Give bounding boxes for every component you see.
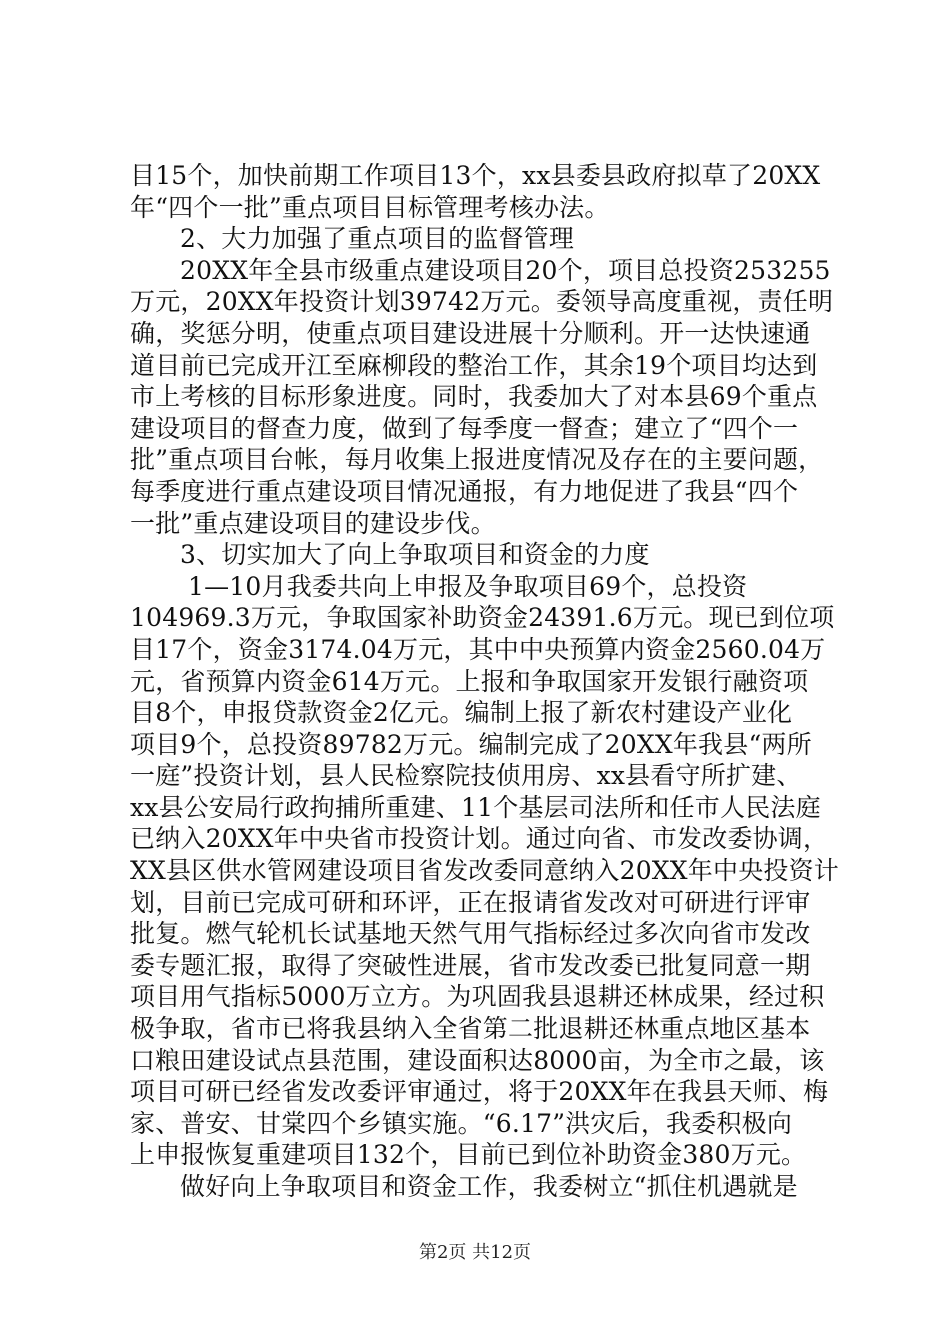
text-line: 一庭”投资计划，县人民检察院技侦用房、xx县看守所扩建、 bbox=[130, 761, 802, 791]
text-line: 极争取，省市已将我县纳入全省第二批退耕还林重点地区基本 bbox=[130, 1014, 811, 1044]
section-heading: 3、切实加大了向上争取项目和资金的力度 bbox=[180, 540, 650, 570]
text-line: 批”重点项目台帐，每月收集上报进度情况及存在的主要问题， bbox=[130, 445, 824, 475]
page-footer: 第2页 共12页 bbox=[418, 1242, 532, 1263]
text-line: 项目可研已经省发改委评审通过，将于20XX年在我县天师、梅 bbox=[130, 1077, 829, 1107]
text-line: 已纳入20XX年中央省市投资计划。通过向省、市发改委协调， bbox=[130, 824, 829, 854]
text-line: 确，奖惩分明，使重点项目建设进展十分顺利。开一达快速通 bbox=[130, 318, 811, 348]
text-line: 一批”重点建设项目的建设步伐。 bbox=[130, 508, 496, 538]
text-line: 上申报恢复重建项目132个，目前已到位补助资金380万元。 bbox=[130, 1140, 807, 1170]
text-line: 目17个，资金3174.04万元，其中中央预算内资金2560.04万 bbox=[130, 634, 826, 664]
document-body bbox=[130, 160, 840, 1203]
text-line: 口粮田建设试点县范围，建设面积达8000亩，为全市之最，该 bbox=[130, 1045, 825, 1075]
text-line: 项目9个，总投资89782万元。编制完成了20XX年我县“两所 bbox=[130, 729, 812, 759]
text-line: 年“四个一批”重点项目目标管理考核办法。 bbox=[130, 192, 610, 222]
section-heading: 2、大力加强了重点项目的监督管理 bbox=[180, 224, 575, 254]
text-line: 万元，20XX年投资计划39742万元。委领导高度重视，责任明 bbox=[130, 287, 834, 317]
text-line: 做好向上争取项目和资金工作，我委树立“抓住机遇就是 bbox=[180, 1172, 798, 1201]
text-line: 项目用气指标5000万立方。为巩固我县退耕还林成果，经过积 bbox=[130, 982, 825, 1012]
text-line: 批复。燃气轮机长试基地天然气用气指标经过多次向省市发改 bbox=[130, 919, 811, 949]
text-line: 目8个，申报贷款资金2亿元。编制上报了新农村建设产业化 bbox=[130, 698, 793, 728]
text-line: 104969.3万元，争取国家补助资金24391.6万元。现已到位项 bbox=[130, 603, 835, 633]
text-line: 目15个，加快前期工作项目13个，xx县委县政府拟草了20XX bbox=[130, 161, 821, 190]
text-line: xx县公安局行政拘捕所重建、11个基层司法所和任市人民法庭 bbox=[130, 792, 821, 822]
text-line: 每季度进行重点建设项目情况通报，有力地促进了我县“四个 bbox=[130, 476, 799, 506]
text-line: 建设项目的督查力度，做到了每季度一督查；建立了“四个一 bbox=[130, 413, 799, 443]
text-line: 道目前已完成开江至麻柳段的整治工作，其余19个项目均达到 bbox=[130, 350, 818, 380]
text-line: 家、普安、甘棠四个乡镇实施。“6.17”洪灾后，我委积极向 bbox=[130, 1108, 793, 1138]
text-line: 委专题汇报，取得了突破性进展，省市发改委已批复同意一期 bbox=[130, 950, 811, 980]
text-line: 元，省预算内资金614万元。上报和争取国家开发银行融资项 bbox=[130, 666, 809, 696]
text-line: 划，目前已完成可研和环评，正在报请省发改对可研进行评审 bbox=[130, 887, 811, 917]
text-line: 1—10月我委共向上申报及争取项目69个，总投资 bbox=[188, 571, 748, 601]
text-line: 20XX年全县市级重点建设项目20个，项目总投资253255 bbox=[180, 255, 831, 285]
text-line: XX县区供水管网建设项目省发改委同意纳入20XX年中央投资计 bbox=[130, 856, 840, 886]
text-line: 市上考核的目标形象进度。同时，我委加大了对本县69个重点 bbox=[130, 382, 818, 412]
